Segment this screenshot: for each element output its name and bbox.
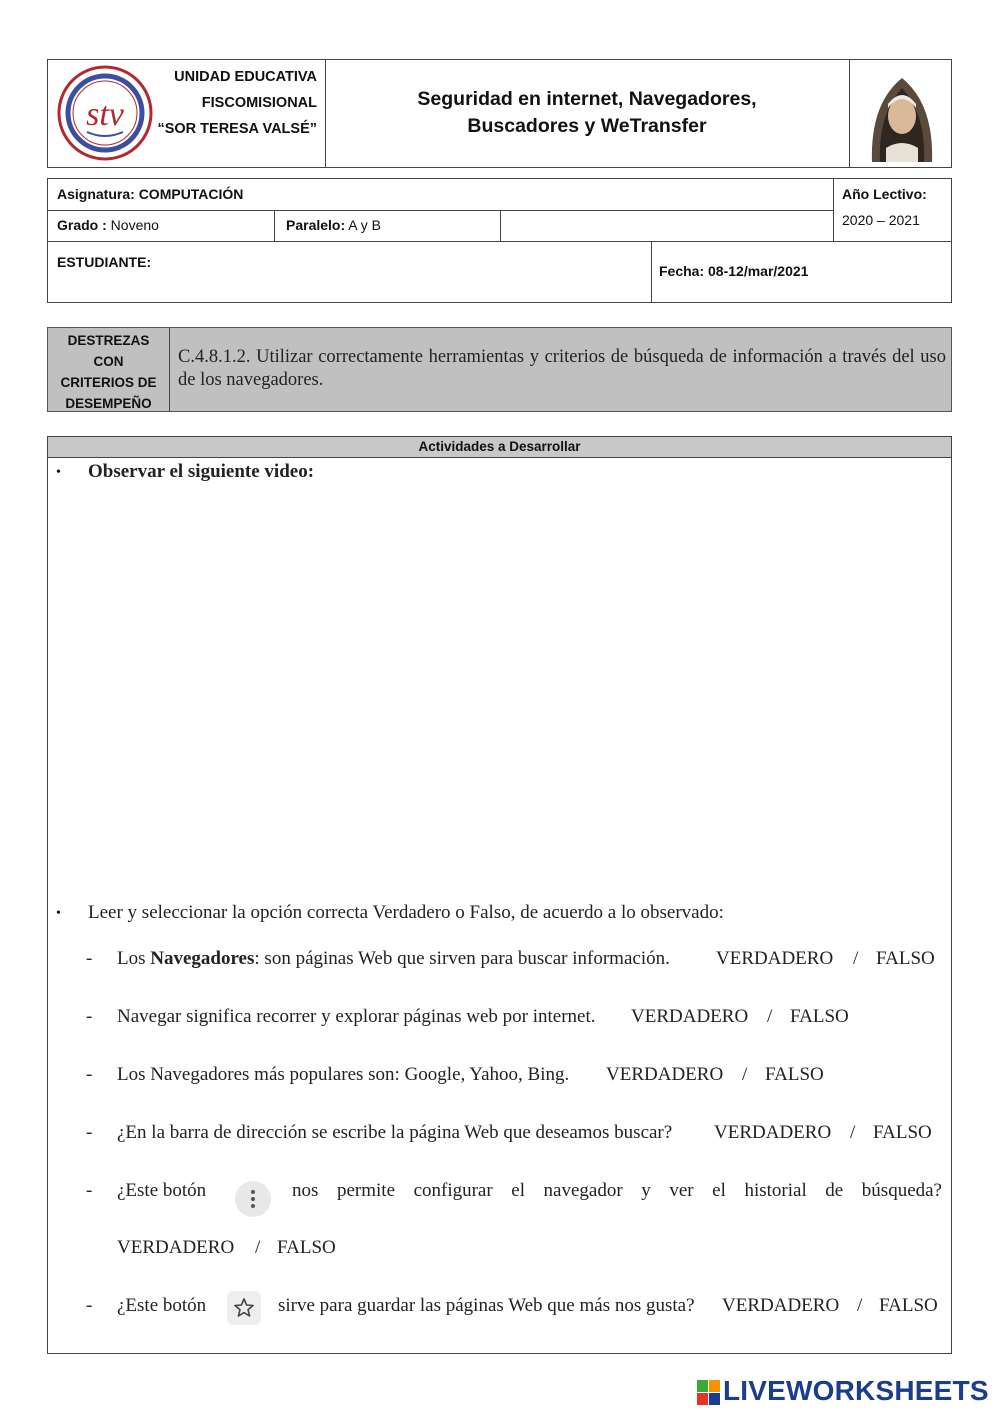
activities-heading: Actividades a Desarrollar [47,436,952,458]
more-options-icon [235,1181,271,1217]
dash-icon: - [86,1006,93,1027]
statement-6-true[interactable]: VERDADERO [722,1295,840,1316]
statement-5-false[interactable]: FALSO [277,1237,336,1258]
statement-6-end: sirve para guardar las páginas Web que más nos gusta? [278,1295,695,1316]
statement-5-end: nos permite configurar el navegador y ver el historial de búsqueda? [292,1180,942,1201]
parallel-field: Paralelo: A y B [286,217,381,233]
statement-5-true[interactable]: VERDADERO [117,1237,235,1258]
statement-4-false[interactable]: FALSO [873,1122,932,1143]
statement-3-separator: / [742,1064,748,1085]
statement-1: Los Navegadores: son páginas Web que sirven para buscar información. [117,948,670,969]
skills-text: C.4.8.1.2. Utilizar correctamente herramientas y criterios de búsqueda de información a través del uso de los navegadores. [178,347,946,390]
statement-3-true[interactable]: VERDADERO [606,1064,724,1085]
statement-1-true[interactable]: VERDADERO [716,948,834,969]
student-field[interactable]: ESTUDIANTE: [57,254,152,270]
statement-6-start: ¿Este botón [117,1295,207,1316]
school-year-label: Año Lectivo: [842,186,927,202]
statement-5-start: ¿Este botón [117,1180,207,1201]
statement-4-true[interactable]: VERDADERO [714,1122,832,1143]
liveworksheets-brand: LIVEWORKSHEETS [723,1375,989,1406]
statement-1-separator: / [853,948,859,969]
grade-field: Grado : Noveno [57,217,159,233]
dash-icon: - [86,1122,93,1143]
dash-icon: - [86,1064,93,1085]
dash-icon: - [86,1295,93,1316]
dash-icon: - [86,1180,93,1201]
page-title: Seguridad en internet, Navegadores, Buscadores y WeTransfer [417,88,757,137]
dash-icon: - [86,948,93,969]
statement-2-false[interactable]: FALSO [790,1006,849,1027]
bullet-icon: • [56,465,61,480]
statement-6-false[interactable]: FALSO [879,1295,938,1316]
bullet-icon: • [56,906,61,921]
subject-field: Asignatura: COMPUTACIÓN [57,186,244,202]
activity-watch-video: Observar el siguiente video: [88,461,315,482]
portrait-image [862,64,942,162]
skills-label: DESTREZAS CON CRITERIOS DE DESEMPEÑO [60,333,157,411]
statement-4-separator: / [850,1122,856,1143]
statement-2-true[interactable]: VERDADERO [631,1006,749,1027]
activity-true-false: Leer y seleccionar la opción correcta Verdadero o Falso, de acuerdo a lo observado: [88,902,724,923]
statement-2: Navegar significa recorrer y explorar páginas web por internet. [117,1006,596,1027]
liveworksheets-mark-icon [697,1380,721,1406]
school-logo [57,64,153,162]
institution-name: UNIDAD EDUCATIVA FISCOMISIONAL “SOR TERESA VALSÉ” [157,69,317,137]
school-year-value: 2020 – 2021 [842,212,920,228]
bookmark-star-icon [227,1291,261,1325]
statement-6-separator: / [857,1295,863,1316]
statement-3: Los Navegadores más populares son: Google, Yahoo, Bing. [117,1064,570,1085]
statement-1-false[interactable]: FALSO [876,948,935,969]
statement-5-separator: / [255,1237,261,1258]
statement-4: ¿En la barra de dirección se escribe la página Web que deseamos buscar? [117,1122,673,1143]
statement-3-false[interactable]: FALSO [765,1064,824,1085]
logo-monogram: stv [86,96,124,133]
date-field: Fecha: 08-12/mar/2021 [659,263,809,279]
statement-2-separator: / [767,1006,773,1027]
